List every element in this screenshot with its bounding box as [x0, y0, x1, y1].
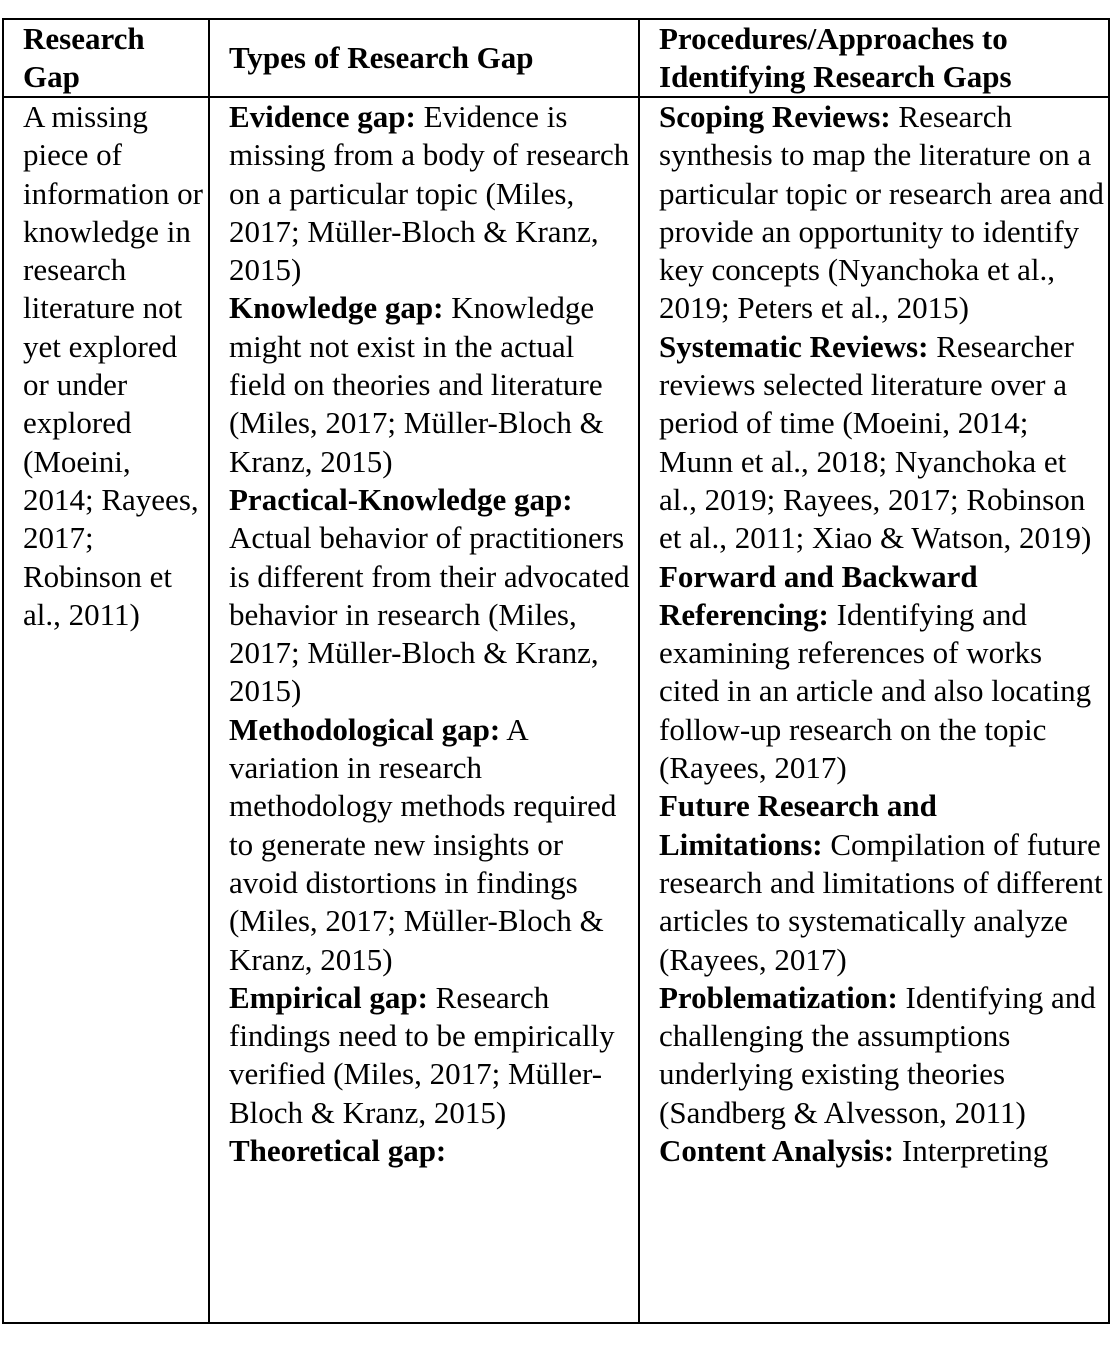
research-gap-table — [2, 18, 1110, 1324]
type-term: Theoretical gap: — [229, 1133, 447, 1169]
type-description: Research findings need to be empirically verified (Miles, 2017; Müller-Bloch & Kranz, 2015) — [229, 979, 615, 1130]
type-term: Empirical gap: — [229, 979, 428, 1015]
procedure-term: Problematization: — [659, 979, 898, 1015]
procedure-description: Research synthesis to map the literature on a particular topic or research area and provide an opportunity to identify key concepts (Nyanchoka et al., 2019; Peters et al., 2015) — [659, 99, 1104, 326]
procedure-entry-content-analysis — [659, 1132, 1106, 1170]
procedure-description: Identifying and examining references of works cited in an article and also locating follow-up research on the topic (Rayees, 2017) — [659, 596, 1092, 786]
type-term: Practical-Knowledge gap: — [229, 481, 573, 517]
procedure-entry-scoping-reviews — [659, 98, 1106, 328]
type-entry-evidence-gap — [229, 98, 636, 289]
table-header-row — [3, 19, 1109, 97]
procedure-term: Forward and Backward Referencing: — [659, 558, 978, 632]
types-list — [229, 98, 636, 1170]
procedure-description: Compilation of future research and limitations of different articles to systematically analyze (Rayees, 2017) — [659, 826, 1103, 977]
procedure-description: Interpreting — [894, 1133, 1049, 1169]
type-entry-theoretical-gap — [229, 1132, 636, 1170]
type-entry-methodological-gap — [229, 711, 636, 979]
procedure-term: Systematic Reviews: — [659, 328, 929, 364]
procedure-term: Content Analysis: — [659, 1133, 895, 1169]
type-description: A variation in research methodology methods required to generate new insights or avoid distortions in findings (Miles, 2017; Müller-Bloch & Kranz, 2015) — [229, 711, 617, 977]
procedure-description: Researcher reviews selected literature over a period of time (Moeini, 2014; Munn et al., 2018; Nyanchoka et al., 2019; Rayees, 2017; Robinson et al., 2011; Xiao & Watson, 2019) — [659, 328, 1092, 556]
procedure-description: Identifying and challenging the assumptions underlying existing theories (Sandberg & Alvesson, 2011) — [659, 979, 1096, 1130]
definition-cell — [3, 97, 209, 1323]
procedures-list — [659, 98, 1106, 1170]
procedure-entry-problematization — [659, 979, 1106, 1132]
type-entry-practical-knowledge-gap — [229, 481, 636, 711]
procedures-cell — [639, 97, 1109, 1323]
type-description: Knowledge might not exist in the actual field on theories and literature (Miles, 2017; Müller-Bloch & Kranz, 2015) — [229, 290, 604, 479]
type-term: Evidence gap: — [229, 99, 416, 134]
type-description: Actual behavior of practitioners is different from their advocated behavior in research (Miles, 2017; Müller-Bloch & Kranz, 2015) — [229, 520, 630, 709]
research-gap-definition: A missing piece of information or knowledge in research literature not yet explored or under explored (Moeini, 2014; Rayees, 2017; Robinson et al., 2011) — [23, 99, 203, 632]
procedure-entry-future-research-limitations — [659, 787, 1106, 978]
type-description: Evidence is missing from a body of research on a particular topic (Miles, 2017; Müller-Bloch & Kranz, 2015) — [229, 99, 630, 288]
types-cell — [209, 97, 639, 1323]
header-research-gap: Research Gap — [3, 19, 209, 97]
type-entry-empirical-gap — [229, 979, 636, 1132]
procedure-entry-systematic-reviews — [659, 328, 1106, 558]
procedure-term: Scoping Reviews: — [659, 99, 891, 134]
type-entry-knowledge-gap — [229, 289, 636, 480]
table-row — [3, 97, 1109, 1323]
type-term: Methodological gap: — [229, 711, 501, 747]
type-term: Knowledge gap: — [229, 290, 444, 326]
procedure-term: Future Research and Limitations: — [659, 788, 937, 862]
header-types-of-research-gap: Types of Research Gap — [209, 19, 639, 97]
procedure-entry-forward-backward-referencing — [659, 558, 1106, 788]
header-procedures-approaches: Procedures/Approaches to Identifying Research Gaps — [639, 19, 1109, 97]
